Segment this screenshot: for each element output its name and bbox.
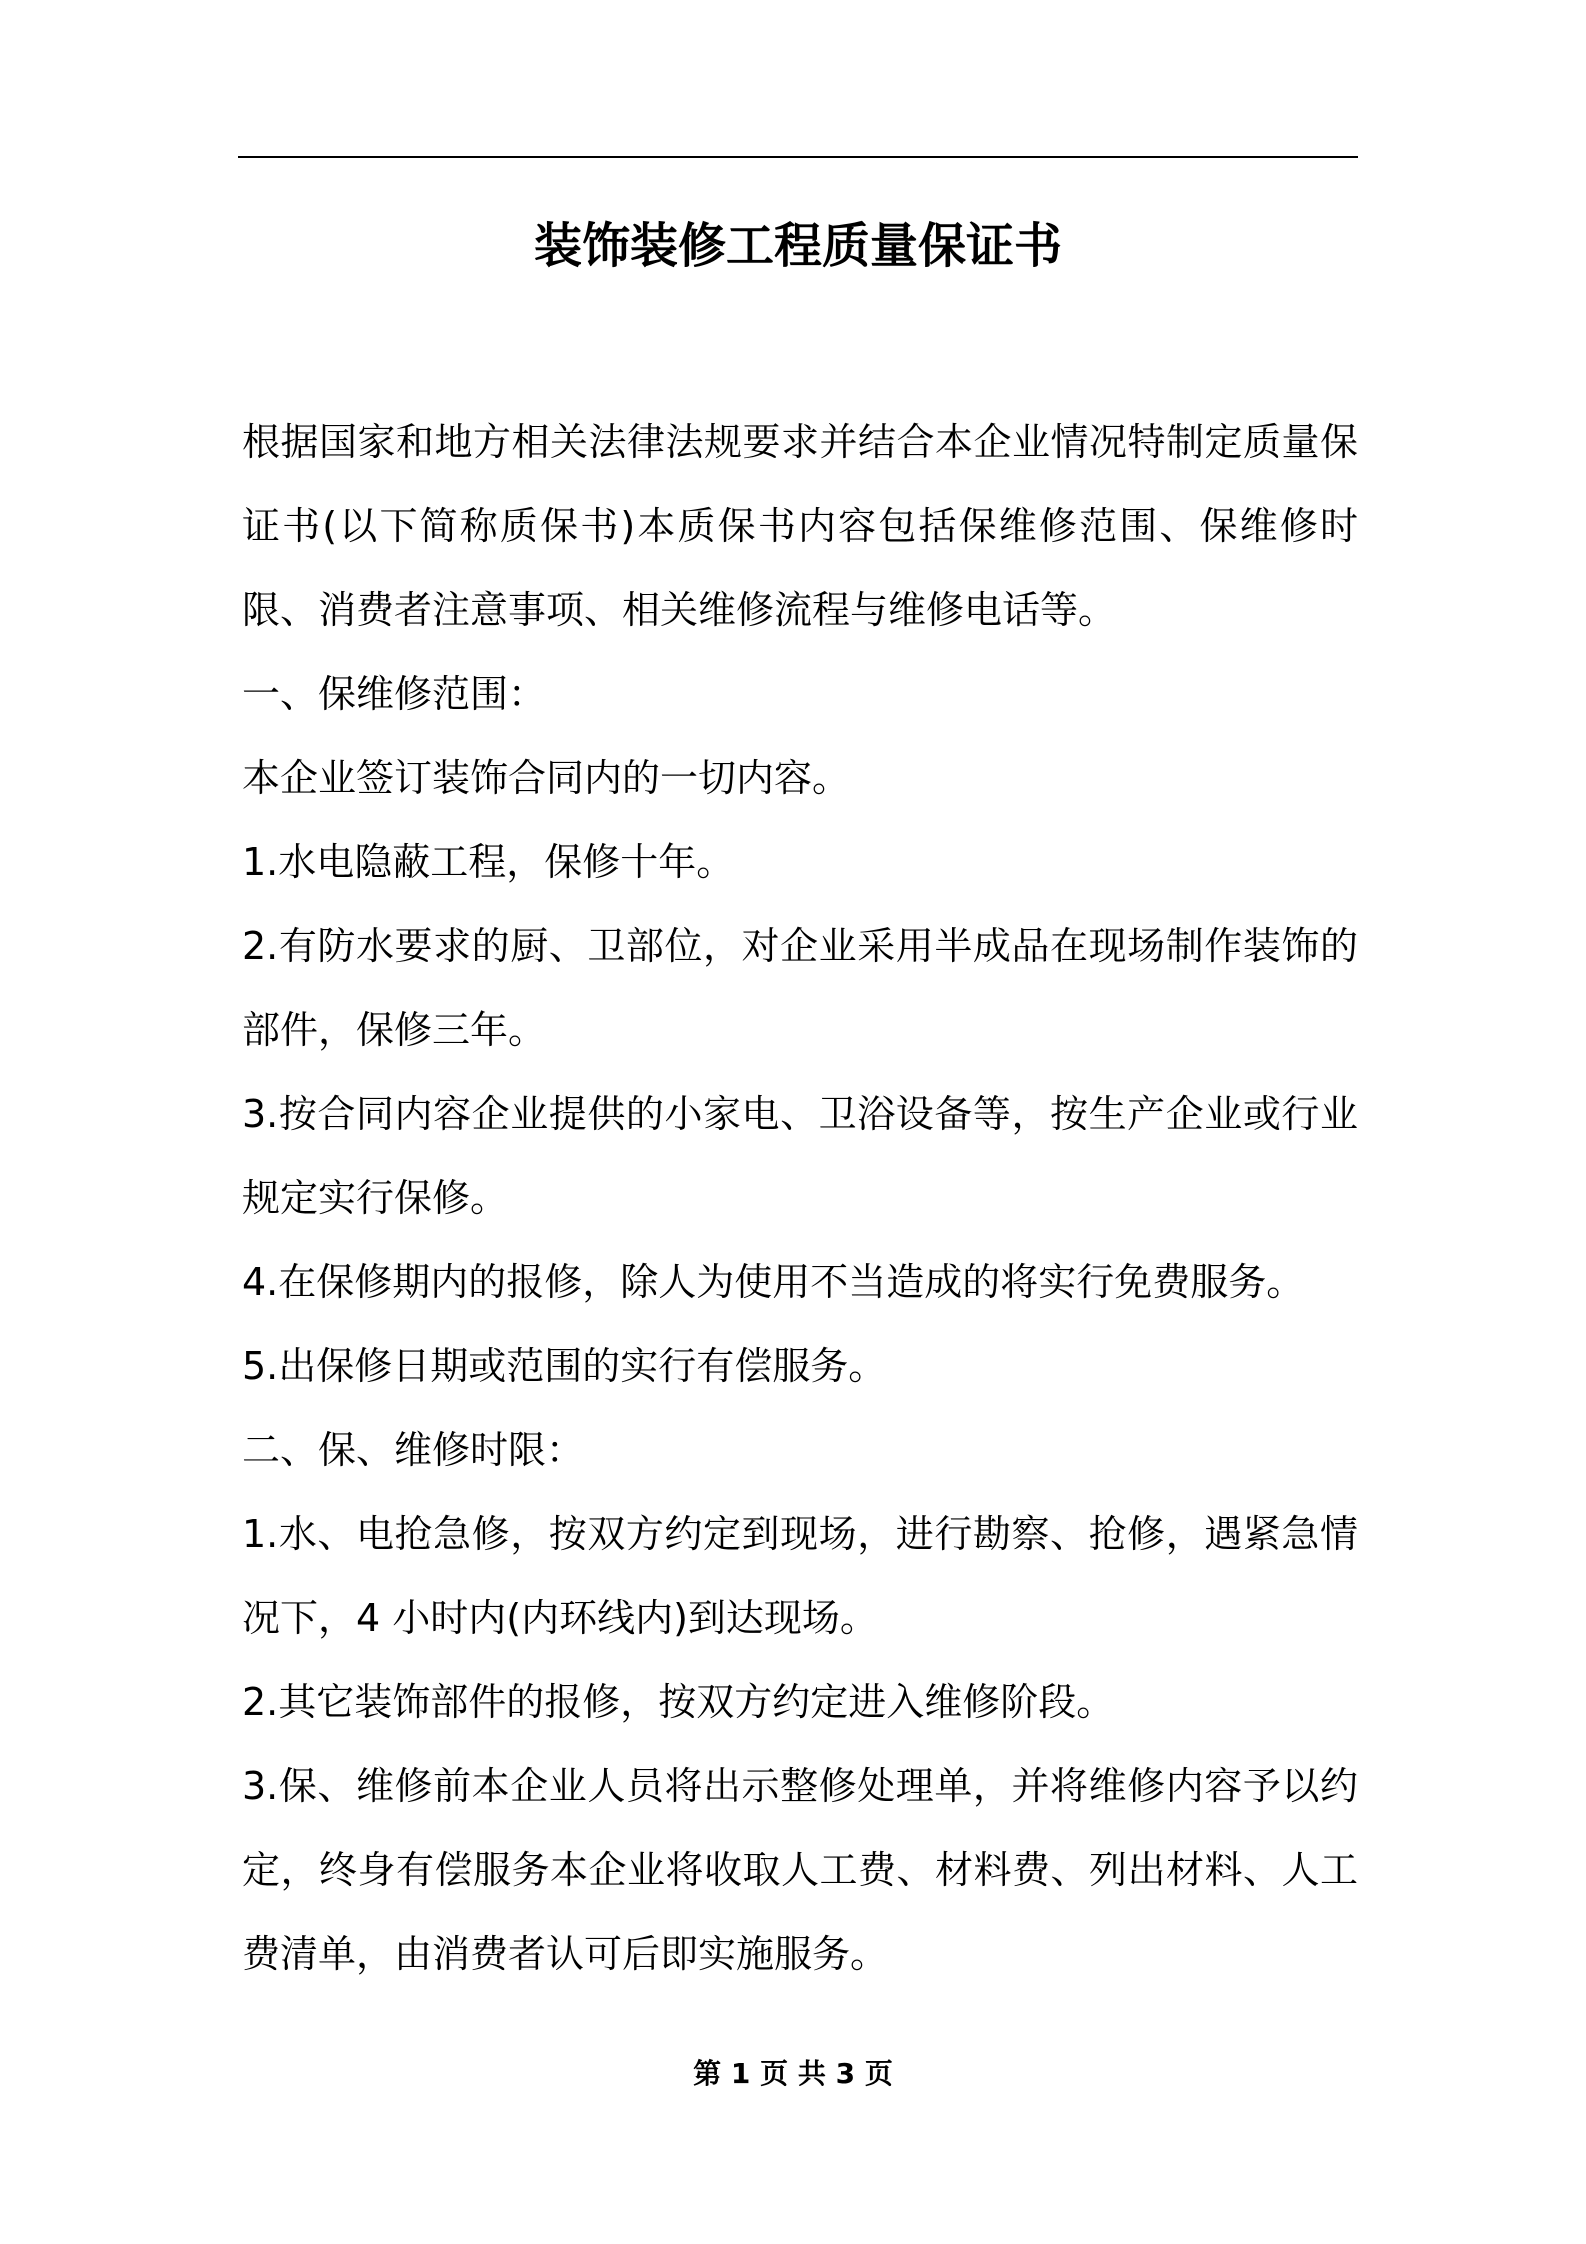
time-limit-item-2: 2.其它装饰部件的报修，按双方约定进入维修阶段。 (242, 1680, 1115, 1724)
time-limit-item-1: 1.水、电抢急修，按双方约定到现场，进行勘察、抢修，遇紧急情况下，4 小时内(内环线内)到达现场。 (242, 1512, 1358, 1640)
scope-statement: 本企业签订装饰合同内的一切内容。 (242, 756, 851, 800)
document-body (242, 400, 1358, 1996)
section-heading-repair-time-limit: 二、保、维修时限： (242, 1428, 585, 1472)
scope-item-5: 5.出保修日期或范围的实行有偿服务。 (242, 1344, 887, 1388)
document-title: 装饰装修工程质量保证书 (533, 218, 1062, 274)
scope-item-4: 4.在保修期内的报修，除人为使用不当造成的将实行免费服务。 (242, 1260, 1305, 1304)
section-heading-warranty-scope: 一、保维修范围： (242, 672, 547, 716)
scope-item-1: 1.水电隐蔽工程，保修十年。 (242, 840, 735, 884)
scope-item-2: 2.有防水要求的厨、卫部位，对企业采用半成品在现场制作装饰的部件，保修三年。 (242, 924, 1358, 1052)
page-number-footer: 第 1 页 共 3 页 (693, 2057, 893, 2090)
scope-item-3: 3.按合同内容企业提供的小家电、卫浴设备等，按生产企业或行业规定实行保修。 (242, 1092, 1358, 1220)
intro-paragraph: 根据国家和地方相关法律法规要求并结合本企业情况特制定质量保证书(以下简称质保书)本质保书内容包括保维修范围、保维修时限、消费者注意事项、相关维修流程与维修电话等。 (242, 420, 1358, 632)
header-rule (238, 156, 1358, 158)
time-limit-item-3: 3.保、维修前本企业人员将出示整修处理单，并将维修内容予以约定，终身有偿服务本企业将收取人工费、材料费、列出材料、人工费清单，由消费者认可后即实施服务。 (242, 1764, 1358, 1976)
